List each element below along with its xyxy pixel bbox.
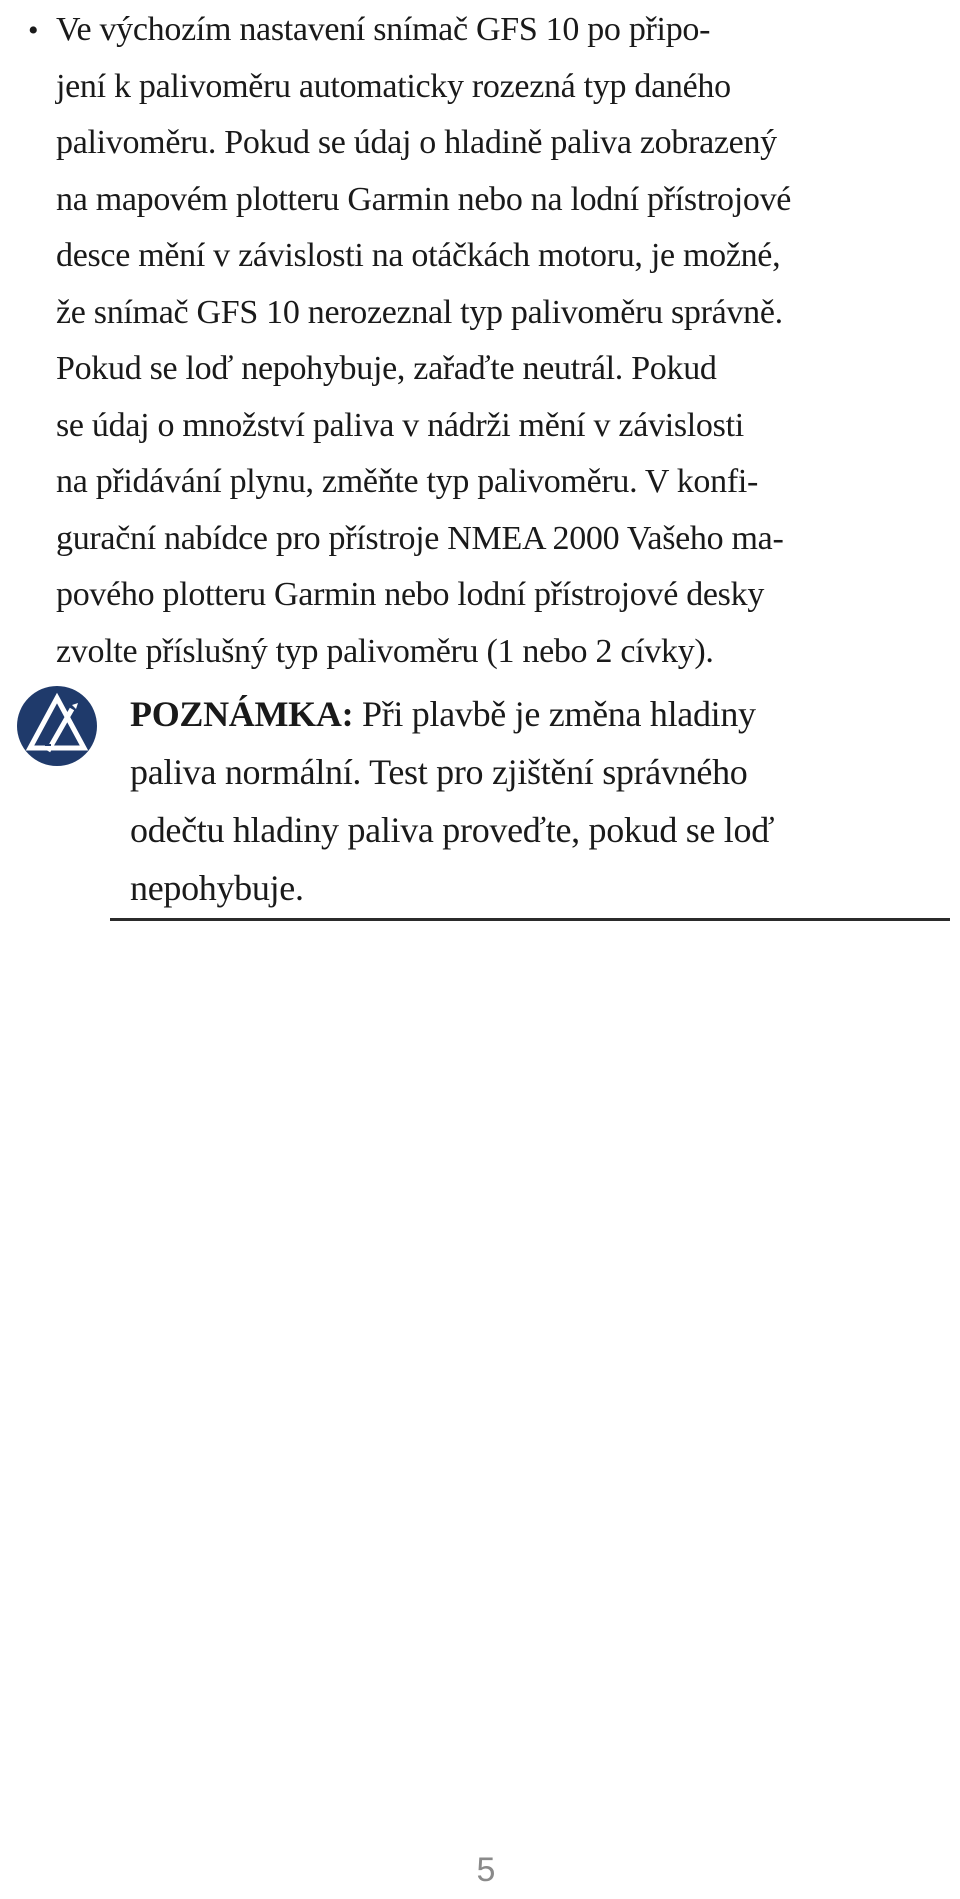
page-number: 5: [476, 1851, 496, 1889]
paragraph-line: že snímač GFS 10 nerozeznal typ palivoměru správně.: [56, 293, 783, 331]
paragraph-line: jení k palivoměru automaticky rozezná typ daného: [56, 67, 731, 105]
paragraph-line: Pokud se loď nepohybuje, zařaďte neutrál. Pokud: [56, 350, 717, 387]
paragraph-line: zvolte příslušný typ palivoměru (1 nebo 2 cívky).: [56, 632, 714, 670]
note-line: paliva normální. Test pro zjištění správného: [130, 752, 748, 792]
note-line: nepohybuje.: [130, 868, 304, 908]
note-first-line-text: Při plavbě je změna hladiny: [353, 694, 756, 734]
paragraph-line: pového plotteru Garmin nebo lodní přístrojové desky: [56, 576, 765, 613]
paragraph-line: na mapovém plotteru Garmin nebo na lodní přístrojové: [56, 180, 792, 218]
paragraph-line: Ve výchozím nastavení snímač GFS 10 po připo-: [56, 11, 711, 48]
paragraph-line: desce mění v závislosti na otáčkách motoru, je možné,: [56, 237, 781, 274]
note-first-line: [130, 685, 950, 743]
note-divider: [110, 918, 950, 921]
note-text: [130, 685, 950, 917]
note-label: POZNÁMKA:: [130, 694, 354, 734]
garmin-delta-note-icon: [16, 685, 98, 767]
paragraph-line: na přidávání plynu, změňte typ palivoměru. V konfi-: [56, 463, 759, 500]
paragraph-line: se údaj o množství paliva v nádrži mění v závislosti: [56, 406, 744, 444]
paragraph-line: palivoměru. Pokud se údaj o hladině paliva zobrazený: [56, 124, 777, 161]
bullet-marker: •: [28, 14, 39, 47]
bullet-paragraph: [56, 2, 946, 680]
note-line: odečtu hladiny paliva proveďte, pokud se loď: [130, 810, 775, 850]
paragraph-line: gurační nabídce pro přístroje NMEA 2000 Vašeho ma-: [56, 519, 784, 557]
